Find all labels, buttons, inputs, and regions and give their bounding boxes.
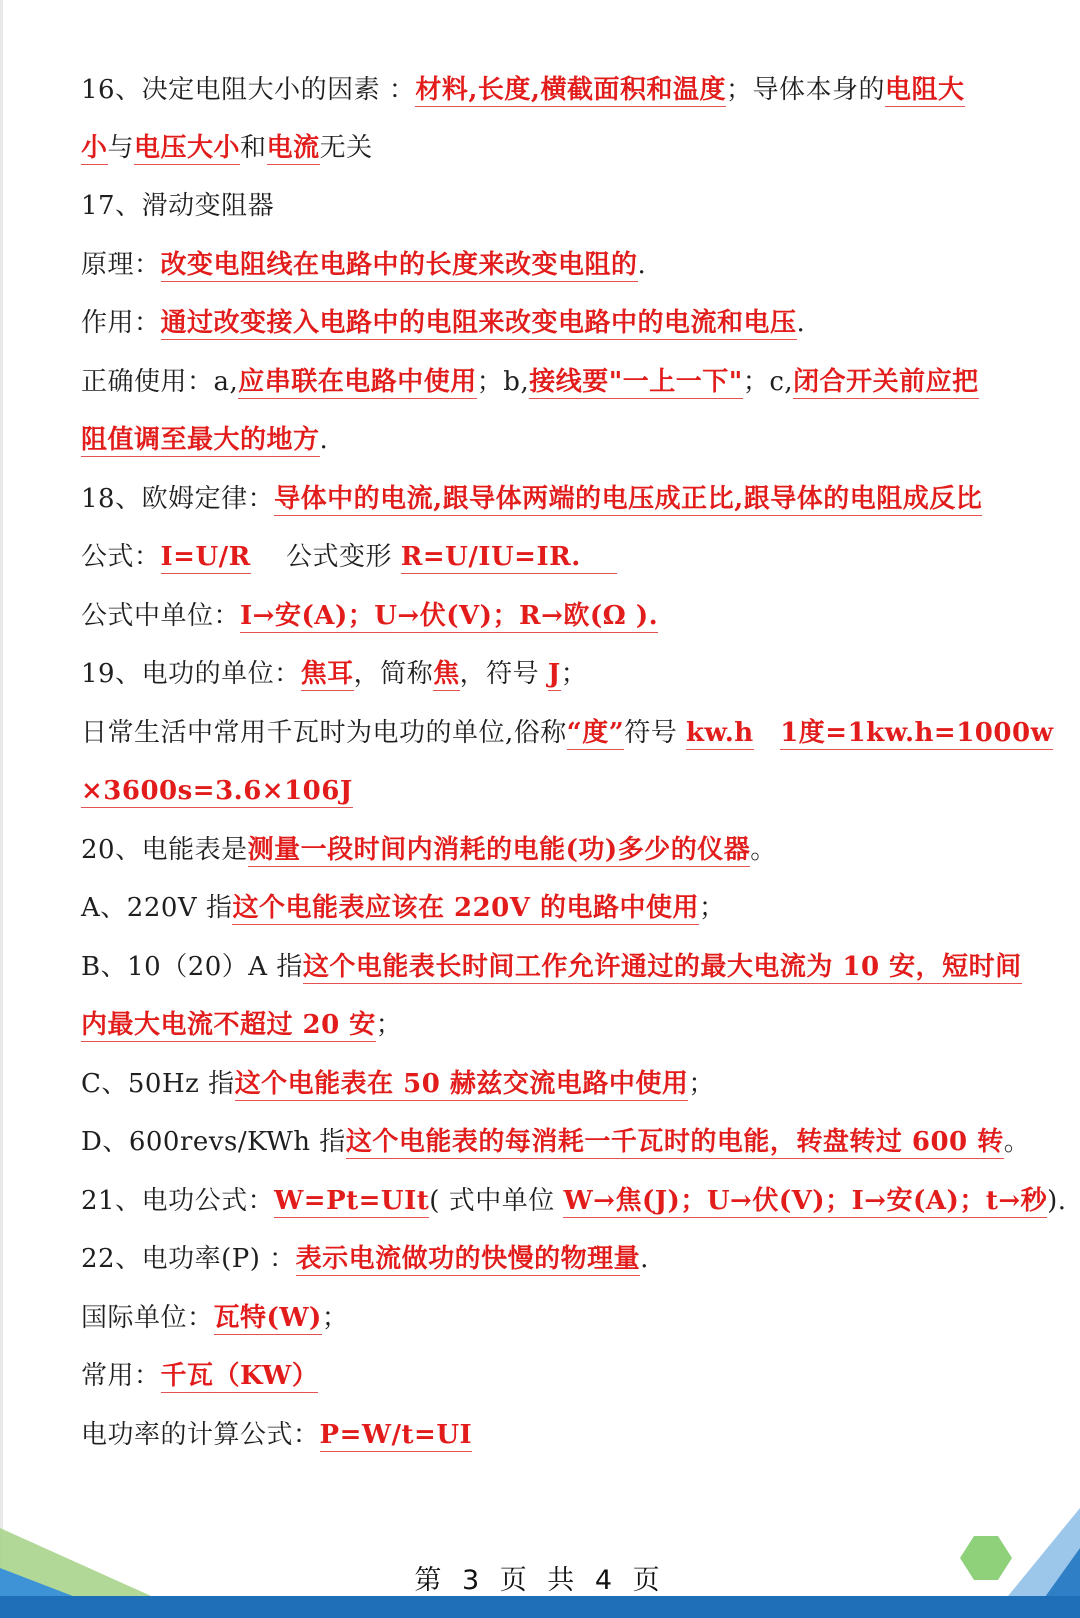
text-line	[81, 1356, 1062, 1396]
highlighted-text: 改变电阻线在电路中的长度来改变电阻的	[160, 250, 638, 280]
highlighted-text: 测量一段时间内消耗的电能(功)多少的仪器	[247, 835, 751, 865]
body-text: 22、电功率(P) ：	[81, 1244, 296, 1274]
highlighted-text: 表示电流做功的快慢的物理量	[295, 1244, 641, 1274]
text-line	[81, 362, 1062, 402]
body-text: 作用：	[81, 308, 161, 338]
highlighted-text: ×3600s=3.6×106J	[81, 776, 353, 806]
body-text: 原理：	[81, 250, 161, 280]
highlighted-text: 电压大小	[134, 133, 241, 163]
highlighted-text: J	[547, 659, 561, 689]
text-line	[81, 596, 1062, 636]
body-text: 19、电功的单位：	[81, 659, 301, 689]
highlighted-text: “度”	[566, 718, 625, 748]
body-text: ；c,	[742, 367, 794, 397]
body-text: 16、决定电阻大小的因素 ：	[81, 75, 416, 105]
body-text: ；	[560, 659, 588, 689]
body-text: 。	[1003, 1127, 1031, 1157]
highlighted-text: 这个电能表应该在 220V 的电路中使用	[232, 893, 700, 923]
text-line	[81, 888, 1062, 928]
body-text: 17、滑动变阻器	[81, 191, 275, 221]
highlighted-text: 千瓦（KW）	[160, 1361, 319, 1391]
body-text: ，简称	[353, 659, 434, 689]
text-line	[81, 1239, 1062, 1279]
highlighted-text: 焦	[433, 659, 460, 689]
body-text: ).	[1047, 1186, 1067, 1216]
highlighted-text: W→焦(J)；U→伏(V)；I→安(A)；t→秒	[563, 1186, 1048, 1216]
body-text: A、220V 指	[81, 893, 233, 923]
body-text: .	[637, 250, 647, 280]
text-line	[81, 479, 1062, 519]
highlighted-text: 这个电能表的每消耗一千瓦时的电能，转盘转过 600 转	[345, 1127, 1004, 1157]
page-edge	[0, 0, 3, 1618]
highlighted-text: 应串联在电路中使用	[238, 367, 477, 397]
highlighted-text: 导体中的电流,跟导体两端的电压成正比,跟导体的电阻成反比	[274, 484, 983, 514]
body-text: 18、欧姆定律：	[81, 484, 275, 514]
text-line	[81, 654, 1062, 694]
body-text: 公式变形	[250, 542, 401, 572]
highlighted-text: 这个电能表长时间工作允许通过的最大电流为 10 安，短时间	[302, 952, 1022, 982]
text-line	[81, 1064, 1062, 1104]
body-text: 无关	[319, 133, 373, 163]
highlighted-text: 小	[81, 133, 108, 163]
body-text: 21、电功公式：	[81, 1186, 275, 1216]
body-text: ；	[375, 1010, 403, 1040]
body-text: .	[796, 308, 806, 338]
highlighted-text: I=U/R	[160, 542, 251, 572]
body-text: ( 式中单位	[429, 1186, 564, 1216]
text-line	[81, 1122, 1062, 1162]
body-text: 日常生活中常用千瓦时为电功的单位,俗称	[81, 718, 567, 748]
body-text: 与	[107, 133, 135, 163]
body-text: ，符号	[459, 659, 548, 689]
text-line	[81, 1415, 1062, 1455]
page-number: 第 3 页 共 4 页	[414, 1565, 666, 1596]
body-text: 公式：	[81, 542, 161, 572]
body-text: 电功率的计算公式：	[81, 1420, 320, 1450]
text-line	[81, 420, 1062, 460]
highlighted-text: 1度=1kw.h=1000w	[780, 718, 1054, 748]
highlighted-text: 阻值调至最大的地方	[81, 425, 320, 455]
text-line	[81, 70, 1062, 110]
highlighted-text: W=Pt=UIt	[274, 1186, 430, 1216]
body-text: 和	[240, 133, 267, 163]
body-text: ；b,	[476, 367, 530, 397]
body-text: .	[640, 1244, 649, 1274]
body-text: 。	[750, 835, 777, 865]
highlighted-text: R=U/IU=IR.	[400, 542, 617, 572]
text-line	[81, 771, 1062, 811]
highlighted-text: 闭合开关前应把	[793, 367, 979, 397]
highlighted-text: 这个电能表在 50 赫兹交流电路中使用	[234, 1069, 689, 1099]
text-line	[81, 537, 1062, 577]
body-text: 正确使用：a,	[81, 367, 239, 397]
text-line	[81, 830, 1062, 870]
text-line	[81, 1181, 1067, 1221]
body-text: 符号	[624, 718, 686, 748]
text-line	[81, 186, 1062, 226]
text-line	[81, 1005, 1062, 1045]
highlighted-text: 电流	[266, 133, 320, 163]
highlighted-text: 瓦特(W)	[213, 1303, 322, 1333]
text-line	[81, 245, 1062, 285]
highlighted-text: 接线要"一上一下"	[529, 367, 743, 397]
highlighted-text: 焦耳	[300, 659, 354, 689]
text-line	[81, 947, 1062, 987]
highlighted-text: 材料,长度,横截面积和温度	[415, 75, 726, 105]
highlighted-text: 通过改变接入电路中的电阻来改变电路中的电流和电压	[160, 308, 797, 338]
body-text: B、10（20）A 指	[81, 952, 303, 982]
body-text	[754, 718, 781, 748]
body-text: 常用：	[81, 1361, 161, 1391]
body-text: 20、电能表是	[81, 835, 248, 865]
body-text: D、600revs/KWh 指	[81, 1127, 346, 1157]
text-line	[81, 713, 1062, 753]
body-text: ；导体本身的	[725, 75, 885, 105]
highlighted-text: I→安(A)；U→伏(V)；R→欧(Ω ).	[240, 601, 659, 631]
highlighted-text: kw.h	[685, 718, 754, 748]
body-text: C、50Hz 指	[81, 1069, 235, 1099]
body-text: 国际单位：	[81, 1303, 214, 1333]
text-line	[81, 303, 1062, 343]
body-text: ；	[321, 1303, 349, 1333]
highlighted-text: 内最大电流不超过 20 安	[81, 1010, 376, 1040]
text-line	[81, 128, 1062, 168]
body-text: 公式中单位：	[81, 601, 241, 631]
text-line	[81, 1298, 1062, 1338]
footer-bar	[0, 1596, 1080, 1618]
highlighted-text: 电阻大	[884, 75, 965, 105]
body-text: ；	[688, 1069, 715, 1099]
body-text: .	[319, 425, 329, 455]
body-text: ；	[699, 893, 726, 923]
highlighted-text: P=W/t=UI	[319, 1420, 473, 1450]
